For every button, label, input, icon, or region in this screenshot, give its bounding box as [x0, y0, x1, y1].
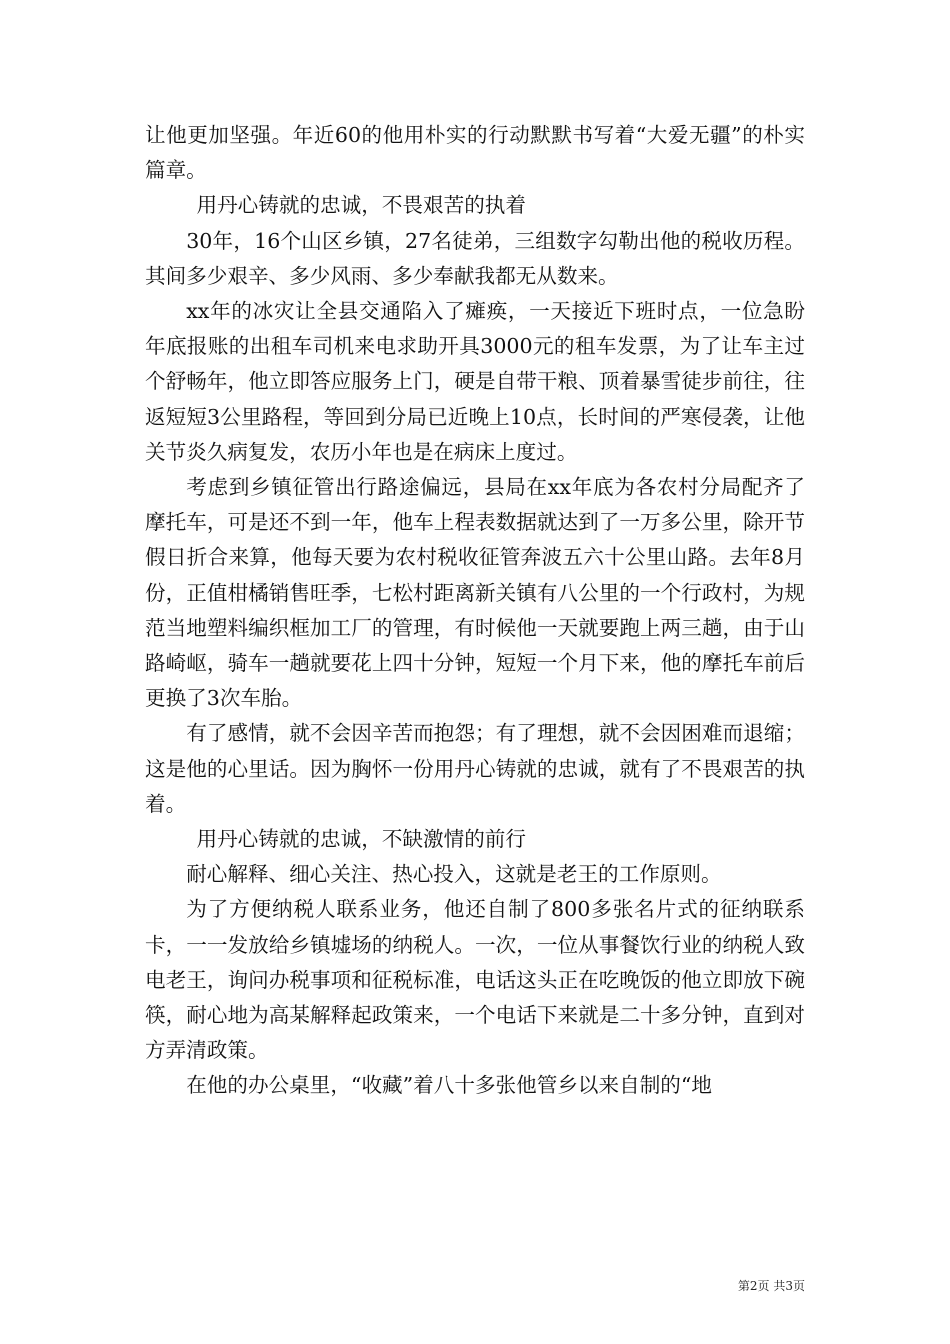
paragraph: 耐心解释、细心关注、热心投入，这就是老王的工作原则。 [186, 862, 722, 887]
section-heading-2: 用丹心铸就的忠诚，不缺激情的前行 [196, 827, 526, 852]
section-heading-1: 用丹心铸就的忠诚，不畏艰苦的执着 [196, 193, 526, 218]
paragraph: 有了感情，就不会因辛苦而抱怨；有了理想，就不会因困难而退缩；这是他的心里话。因为胸怀一份用丹心铸就的忠诚，就有了不畏艰苦的执着。 [145, 721, 805, 816]
paragraph: 为了方便纳税人联系业务，他还自制了800多张名片式的征纳联系卡，一一发放给乡镇墟场的纳税人。一次，一位从事餐饮行业的纳税人致电老王，询问办税事项和征税标准，电话这头正在吃晚饭的他立即放下碗筷，耐心地为高某解释起政策来，一个电话下来就是二十多分钟，直到对方弄清政策。 [145, 897, 805, 1063]
paragraph: 30年，16个山区乡镇，27名徒弟，三组数字勾勒出他的税收历程。其间多少艰辛、多少风雨、多少奉献我都无从数来。 [145, 228, 805, 288]
paragraph: 考虑到乡镇征管出行路途偏远，县局在xx年底为各农村分局配齐了摩托车，可是还不到一年，他车上程表数据就达到了一万多公里，除开节假日折合来算，他每天要为农村税收征管奔波五六十公里山路。去年8月份，正值柑橘销售旺季，七松村距离新关镇有八公里的一个行政村，为规范当地塑料编织框加工厂的管理，有时候他一天就要跑上两三趟，由于山路崎岖，骑车一趟就要花上四十分钟，短短一个月下来，他的摩托车前后更换了3次车胎。 [145, 475, 805, 711]
document-body [145, 118, 805, 1104]
paragraph-continued: 让他更加坚强。年近60的他用朴实的行动默默书写着“大爱无疆”的朴实篇章。 [145, 123, 805, 183]
paragraph: 在他的办公桌里，“收藏”着八十多张他管乡以来自制的“地 [186, 1073, 713, 1098]
page-number-footer: 第2页 共3页 [737, 1279, 805, 1293]
paragraph: xx年的冰灾让全县交通陷入了瘫痪，一天接近下班时点，一位急盼年底报账的出租车司机来电求助开具3000元的租车发票，为了让车主过个舒畅年，他立即答应服务上门，硬是自带干粮、顶着暴雪徒步前往，往返短短3公里路程，等回到分局已近晚上10点，长时间的严寒侵袭，让他关节炎久病复发，农历小年也是在病床上度过。 [145, 299, 805, 464]
